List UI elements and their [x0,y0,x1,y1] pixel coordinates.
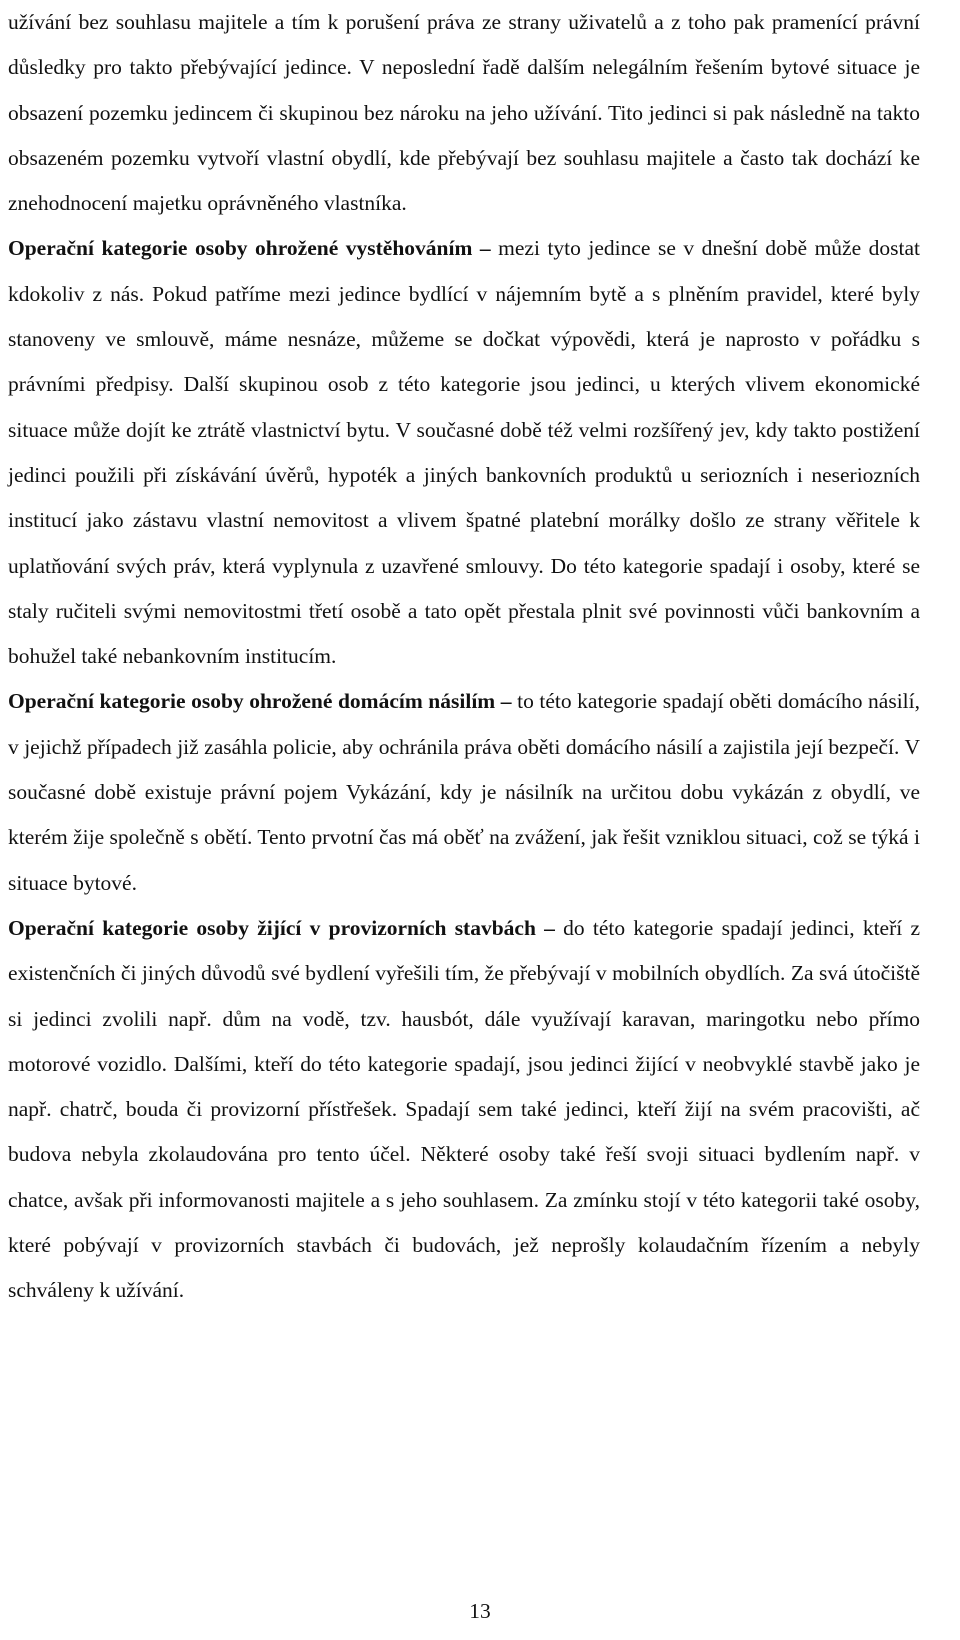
heading-dash: – [500,689,512,714]
heading-dash: – [544,915,555,940]
section-heading-domestic-violence: Operační kategorie osoby ohrožené domácím násilím [8,689,496,714]
section-heading-provisional-housing: Operační kategorie osoby žijící v provizorních stavbách [8,915,536,940]
paragraph-text: do této kategorie spadají jedinci, kteří z existenčních či jiných důvodů své bydlení vyřešili tím, že přebývají v mobilních obydlích. Za svá útočiště si jedinci zvolili např. dům na vodě, tzv. hausbót, dále využívají karavan, maringotku nebo přímo motorové vozidlo. Dalšími, kteří do této kategorie spadají, jsou jedinci žijící v neobvyklé stavbě jako je např. chatrč, bouda či provizorní přístřešek. Spadají sem také jedinci, kteří žijí na svém pracovišti, ač budova nebyla zkolaudována pro tento účel. Některé osoby také řeší svoji situaci bydlením např. v chatce, avšak při informovanosti majitele a s jeho souhlasem. Za zmínku stojí v této kategorii také osoby, které pobývají v provizorních stavbách či budovách, jež neprošly kolaudačním řízením a nebyly schváleny k užívání. [8,915,920,1303]
paragraph-text: užívání bez souhlasu majitele a tím k porušení práva ze strany uživatelů a z toho pak pramenící právní důsledky pro takto přebývající jedince. V neposlední řadě dalším nelegálním řešením bytové situace je obsazení pozemku jedincem či skupinou bez nároku na jeho užívání. Tito jedinci si pak následně na takto obsazeném pozemku vytvoří vlastní obydlí, kde přebývají bez souhlasu majitele a často tak dochází ke znehodnocení majetku oprávněného vlastníka. [8,10,920,216]
heading-dash: – [479,236,491,261]
paragraph-text: to této kategorie spadají oběti domácího násilí, v jejichž případech již zasáhla policie, aby ochránila práva oběti domácího násilí a zajistila její bezpečí. V současné době existuje právní pojem Vykázání, kdy je násilník na určitou dobu vykázán z obydlí, ve kterém žije společně s obětí. Tento prvotní čas má oběť na zvážení, jak řešit vzniklou situaci, což se týká i situace bytové. [8,689,921,895]
document-page [8,0,920,1314]
page-number: 13 [469,1599,491,1623]
paragraph-domestic-violence [8,679,920,905]
paragraph-text: mezi tyto jedince se v dnešní době může dostat kdokoliv z nás. Pokud patříme mezi jedince bydlící v nájemním bytě a s plněním pravidel, které byly stanoveny ve smlouvě, máme nesnáze, můžeme se dočkat výpovědi, která je naprosto v pořádku s právními předpisy. Další skupinou osob z této kategorie jsou jedinci, u kterých vlivem ekonomické situace může dojít ke ztrátě vlastnictví bytu. V současné době též velmi rozšířený jev, kdy takto postižení jedinci použili při získávání úvěrů, hypoték a jiných bankovních produktů u seriozních i neseriozních institucí jako zástavu vlastní nemovitost a vlivem špatné platební morálky došlo ze strany věřitele k uplatňování svých práv, která vyplynula z uzavřené smlouvy. Do této kategorie spadají i osoby, které se staly ručiteli svými nemovitostmi třetí osobě a tato opět přestala plnit své povinnosti vůči bankovním a bohužel také nebankovním institucím. [8,236,921,669]
paragraph-intro [8,0,920,226]
section-heading-eviction: Operační kategorie osoby ohrožené vystěhováním [8,236,473,261]
paragraph-eviction [8,226,920,679]
paragraph-provisional-housing [8,906,920,1314]
